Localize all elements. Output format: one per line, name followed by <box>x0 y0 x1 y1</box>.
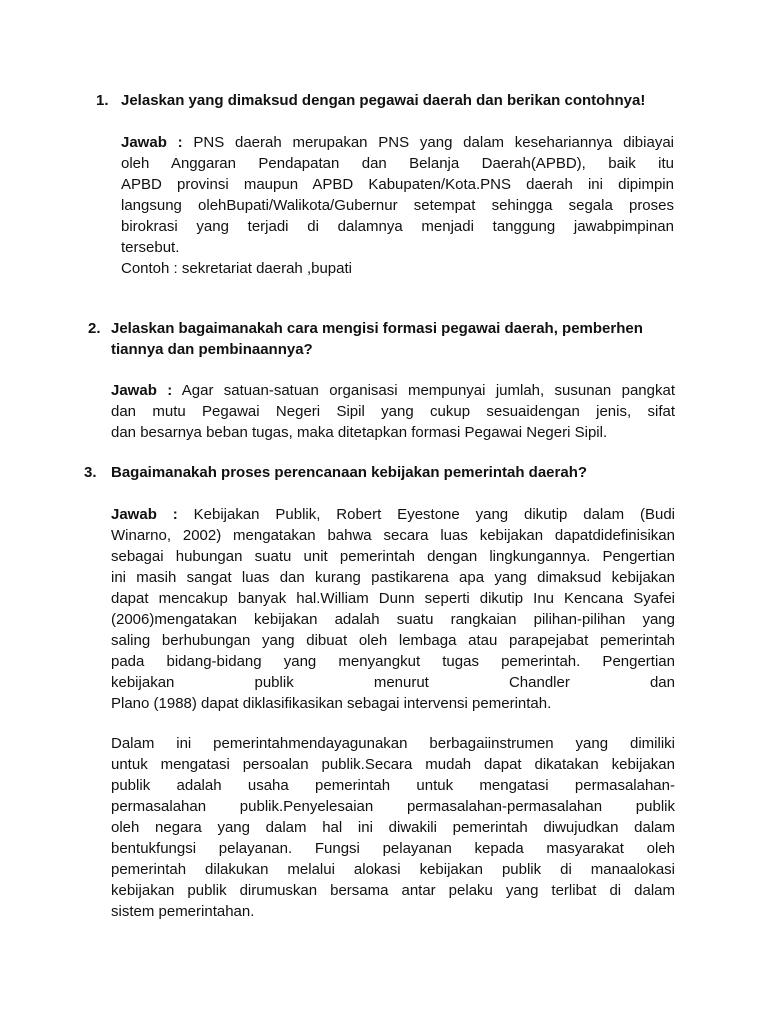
question-2 <box>88 318 678 360</box>
answer-1-line-3: APBD provinsi maupun APBD Kabupaten/Kota.PNS daerah ini dipimpin <box>121 176 674 193</box>
answer-3-p2-line-3: publik adalah usaha pemerintah untuk mengatasi permasalahan- <box>111 777 675 794</box>
answer-3 <box>111 504 675 714</box>
answer-1-line-2: oleh Anggaran Pendapatan dan Belanja Daerah(APBD), baik itu <box>121 155 674 172</box>
answer-3-p2-line-7: pemerintah dilakukan melalui alokasi kebijakan publik di manaalokasi <box>111 861 675 878</box>
answer-1-label: Jawab : <box>121 134 183 151</box>
answer-3-line-3: sebagai hubungan suatu unit pemerintah dengan lingkungannya. Pengertian <box>111 548 675 565</box>
answer-3-paragraph-2 <box>111 733 675 922</box>
question-2-text-line-2: tiannya dan pembinaannya? <box>111 341 313 358</box>
answer-1-line-6: tersebut. <box>121 239 180 256</box>
answer-1-line-5: birokrasi yang terjadi di dalamnya menjadi tanggung jawabpimpinan <box>121 218 674 235</box>
answer-3-label: Jawab : <box>111 506 178 523</box>
answer-1-example: Contoh : sekretariat daerah ,bupati <box>121 260 352 277</box>
answer-2 <box>111 380 675 443</box>
answer-3-line-10: Plano (1988) dapat diklasifikasikan sebagai intervensi pemerintah. <box>111 695 552 712</box>
question-1 <box>96 90 686 111</box>
answer-3-line-2: Winarno, 2002) mengatakan bahwa secara luas kebijakan dapatdidefinisikan <box>111 527 675 544</box>
answer-2-line-3: dan besarnya beban tugas, maka ditetapkan formasi Pegawai Negeri Sipil. <box>111 424 608 441</box>
answer-3-line-8: pada bidang-bidang yang menyangkut tugas pemerintah. Pengertian <box>111 653 675 670</box>
question-1-text: Jelaskan yang dimaksud dengan pegawai daerah dan berikan contohnya! <box>121 92 646 109</box>
question-3 <box>84 462 674 483</box>
answer-1-line-1: Jawab : PNS daerah merupakan PNS yang dalam kesehariannya dibiayai <box>121 134 674 151</box>
answer-3-line-9: kebijakan publik menurut Chandler dan <box>111 674 675 691</box>
answer-3-p2-line-9: sistem pemerintahan. <box>111 903 255 920</box>
question-2-number: 2. <box>88 320 101 337</box>
answer-1-line-4: langsung olehBupati/Walikota/Gubernur setempat sehingga segala proses <box>121 197 674 214</box>
question-3-number: 3. <box>84 464 97 481</box>
answer-3-line-5: dapat mencakup banyak hal.William Dunn seperti dikutip Inu Kencana Syafei <box>111 590 675 607</box>
answer-2-line-1: Jawab : Agar satuan-satuan organisasi mempunyai jumlah, susunan pangkat <box>111 382 675 399</box>
answer-3-p2-line-4: permasalahan publik.Penyelesaian permasalahan-permasalahan publik <box>111 798 675 815</box>
answer-3-line-1: Jawab : Kebijakan Publik, Robert Eyestone yang dikutip dalam (Budi <box>111 506 675 523</box>
question-1-number: 1. <box>96 92 109 109</box>
answer-3-p2-line-2: untuk mengatasi persoalan publik.Secara mudah dapat dikatakan kebijakan <box>111 756 675 773</box>
answer-3-line-6: (2006)mengatakan kebijakan adalah suatu rangkaian pilihan-pilihan yang <box>111 611 675 628</box>
answer-1 <box>121 132 674 279</box>
question-2-text-line-1: Jelaskan bagaimanakah cara mengisi formasi pegawai daerah, pemberhen <box>111 320 643 337</box>
answer-3-p2-line-8: kebijakan publik dirumuskan bersama antar pelaku yang terlibat di dalam <box>111 882 675 899</box>
answer-3-line-4: ini masih sangat luas dan kurang pastikarena apa yang dimaksud kebijakan <box>111 569 675 586</box>
question-3-text: Bagaimanakah proses perencanaan kebijakan pemerintah daerah? <box>111 464 588 481</box>
answer-3-p2-line-6: bentukfungsi pelayanan. Fungsi pelayanan kepada masyarakat oleh <box>111 840 675 857</box>
answer-3-line-7: saling berhubungan yang dibuat oleh lembaga atau parapejabat pemerintah <box>111 632 675 649</box>
answer-2-label: Jawab : <box>111 382 173 399</box>
answer-2-line-2: dan mutu Pegawai Negeri Sipil yang cukup sesuaidengan jenis, sifat <box>111 403 675 420</box>
answer-3-p2-line-1: Dalam ini pemerintahmendayagunakan berbagaiinstrumen yang dimiliki <box>111 735 675 752</box>
answer-3-p2-line-5: oleh negara yang dalam hal ini diwakili pemerintah diwujudkan dalam <box>111 819 675 836</box>
